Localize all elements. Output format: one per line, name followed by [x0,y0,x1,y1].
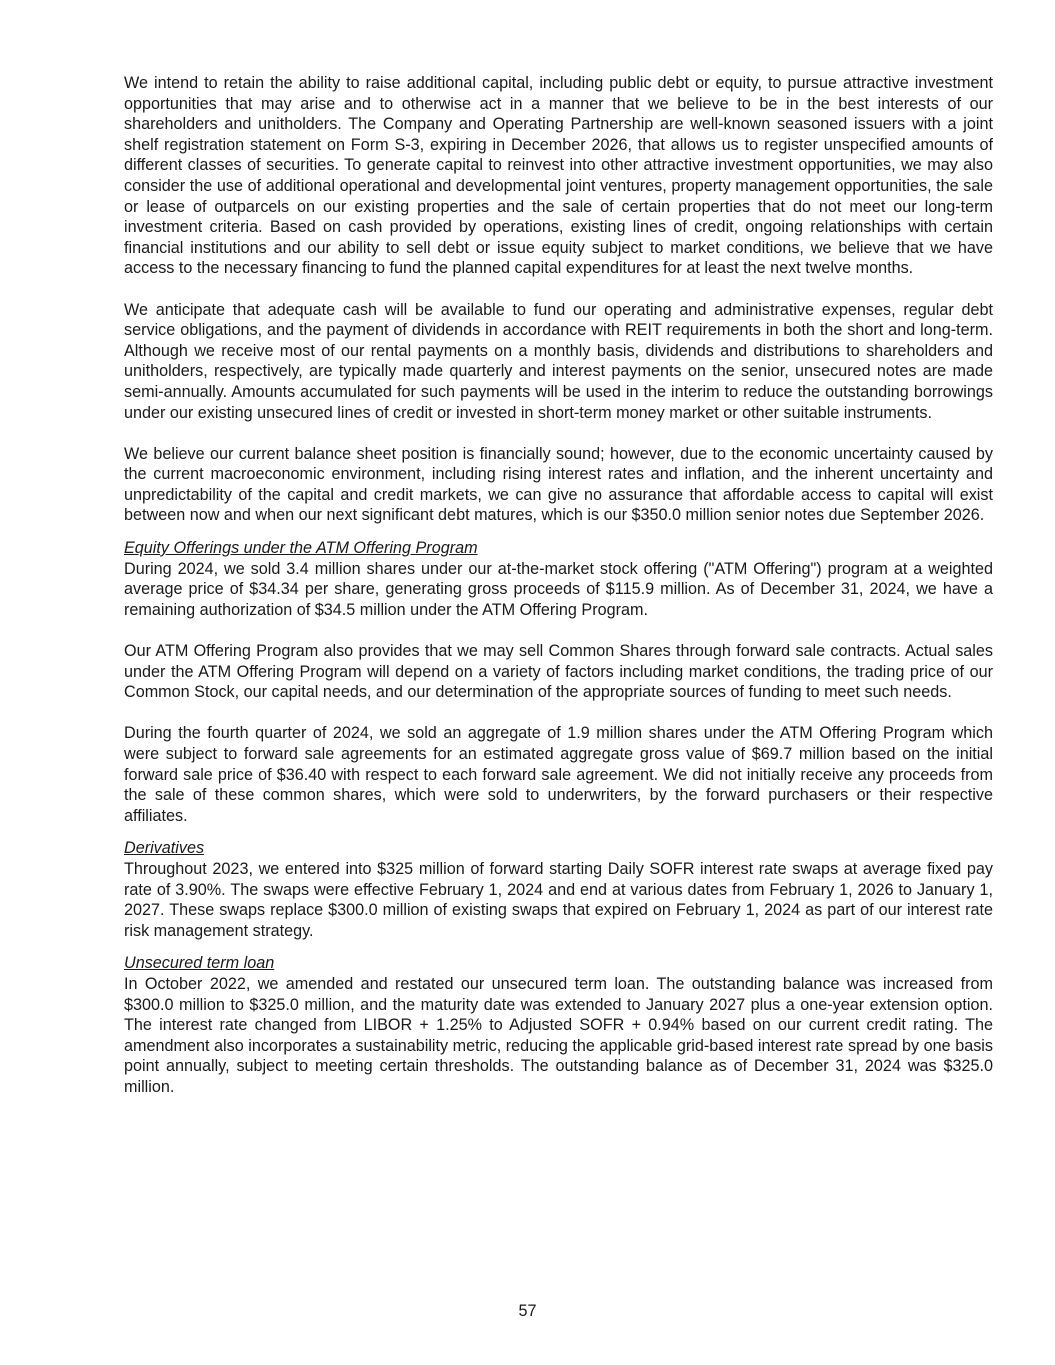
forward-sale-contracts-paragraph: Our ATM Offering Program also provides that we may sell Common Shares through forward sale contracts. Actual sales under the ATM Offering Program will depend on a variety of factors including market conditions, the trading price of our Common Stock, our capital needs, and our determination of the appropriate sources of funding to meet such needs. [124,642,993,702]
document-body [124,73,993,1098]
fourth-quarter-sales-paragraph: During the fourth quarter of 2024, we sold an aggregate of 1.9 million shares under the ATM Offering Program which were subject to forward sale agreements for an estimated aggregate gross value of $69.7 million based on the initial forward sale price of $36.40 with respect to each forward sale agreement. We did not initially receive any proceeds from the sale of these common shares, which were sold to underwriters, by the forward purchasers or their respective affiliates. [124,724,993,825]
page-number: 57 [518,1302,537,1320]
capital-raising-paragraph: We intend to retain the ability to raise additional capital, including public debt or equity, to pursue attractive investment opportunities that may arise and to otherwise act in a manner that we believe to be in the best interests of our shareholders and unitholders. The Company and Operating Partnership are well-known seasoned issuers with a joint shelf registration statement on Form S-3, expiring in December 2026, that allows us to register unspecified amounts of different classes of securities. To generate capital to reinvest into other attractive investment opportunities, we may also consider the use of additional operational and developmental joint ventures, property management opportunities, the sale or lease of outparcels on our existing properties and the sale of certain properties that do not meet our long-term investment criteria. Based on cash provided by operations, existing lines of credit, ongoing relationships with certain financial institutions and our ability to sell debt or issue equity subject to market conditions, we believe that we have access to the necessary financing to fund the planned capital expenditures for at least the next twelve months. [124,74,993,278]
atm-sales-paragraph: During 2024, we sold 3.4 million shares under our at-the-market stock offering ("ATM Offering") program at a weighted average price of $34.34 per share, generating gross proceeds of $115.9 million. As of December 31, 2024, we have a remaining authorization of $34.5 million under the ATM Offering Program. [124,559,993,619]
term-loan-section [124,953,993,1097]
derivatives-paragraph: Throughout 2023, we entered into $325 million of forward starting Daily SOFR interest rate swaps at average fixed pay rate of 3.90%. The swaps were effective February 1, 2024 and end at various dates from February 1, 2026 to January 1, 2027. These swaps replace $300.0 million of existing swaps that expired on February 1, 2024 as part of our interest rate risk management strategy. [124,859,993,940]
cash-availability-paragraph: We anticipate that adequate cash will be available to fund our operating and administrative expenses, regular debt service obligations, and the payment of dividends in accordance with REIT requirements in both the short and long-term. Although we receive most of our rental payments on a monthly basis, dividends and distributions to shareholders and unitholders, respectively, are typically made quarterly and interest payments on the senior, unsecured notes are made semi-annually. Amounts accumulated for such payments will be used in the interim to reduce the outstanding borrowings under our existing unsecured lines of credit or invested in short-term money market or other suitable instruments. [124,300,993,422]
equity-offerings-heading: Equity Offerings under the ATM Offering Program [124,539,478,558]
derivatives-section [124,838,993,941]
term-loan-heading: Unsecured term loan [124,954,275,973]
term-loan-paragraph: In October 2022, we amended and restated our unsecured term loan. The outstanding balance was increased from $300.0 million to $325.0 million, and the maturity date was extended to January 2027 plus a one-year extension option. The interest rate changed from LIBOR + 1.25% to Adjusted SOFR + 0.94% based on our current credit rating. The amendment also incorporates a sustainability metric, reducing the applicable grid-based interest rate spread by one basis point annually, subject to meeting certain thresholds. The outstanding balance as of December 31, 2024 was $325.0 million. [124,974,993,1096]
derivatives-heading: Derivatives [124,839,205,858]
equity-offerings-section [124,538,993,826]
balance-sheet-paragraph: We believe our current balance sheet position is financially sound; however, due to the economic uncertainty caused by the current macroeconomic environment, including rising interest rates and inflation, and the inherent uncertainty and unpredictability of the capital and credit markets, we can give no assurance that affordable access to capital will exist between now and when our next significant debt matures, which is our $350.0 million senior notes due September 2026. [124,444,993,525]
